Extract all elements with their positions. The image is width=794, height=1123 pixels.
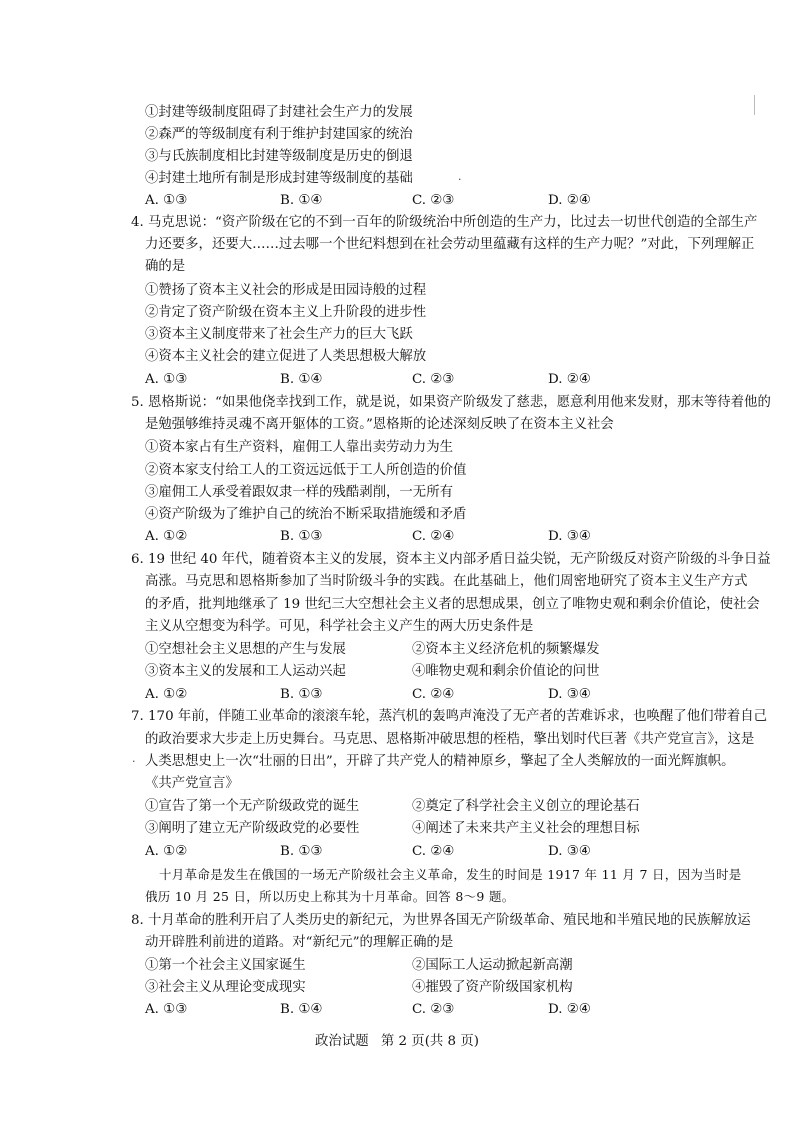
q6-stem-line-1: 6. 19 世纪 40 年代，随着资本主义的发展，资本主义内部矛盾日益尖锐，无产阶级反对资产阶级的斗争日益	[131, 552, 771, 567]
q4-stem-line-2: 力还要多，还要大……过去哪一个世纪料想到在社会劳动里蕴藏有这样的生产力呢？”对此，下列理解正	[145, 237, 755, 252]
footer-subject: 政治试题	[315, 1034, 369, 1049]
q8-option-b: B. ①④	[280, 1002, 323, 1017]
q4-option-a: A. ①③	[145, 372, 188, 387]
q3-statement-2: ②森严的等级制度有利于维护封建国家的统治	[145, 127, 413, 142]
q4-stem-line-1: 4. 马克思说：“资产阶级在它的不到一百年的阶级统治中所创造的生产力，比过去一切世代创造的全部生产	[131, 215, 758, 230]
q4-statement-4: ④资本主义社会的建立促进了人类思想极大解放	[145, 349, 427, 364]
q8-statement-4: ④摧毁了资产阶级国家机构	[412, 980, 573, 995]
q7-statement-2: ②奠定了科学社会主义创立的理论基石	[412, 799, 640, 814]
q5-statement-3: ③雇佣工人承受着跟奴隶一样的残酷剥削，一无所有	[145, 485, 453, 500]
shared-material	[133, 864, 753, 908]
q4-stem-line-3: 确的是	[145, 259, 186, 274]
q8-option-a: A. ①③	[145, 1002, 188, 1017]
q7-statement-3: ③阐明了建立无产阶级政党的必要性	[145, 821, 360, 836]
q8-statements-row-2	[0, 977, 794, 999]
q4-options	[0, 369, 794, 391]
q6-stem-line-4: 主义从空想变为科学。可见，科学社会主义产生的两大历史条件是	[145, 619, 534, 634]
q4-option-b: B. ①④	[280, 372, 323, 387]
q7-option-c: C. ②④	[412, 844, 455, 859]
q7-statement-4: ④阐述了未来共产主义社会的理想目标	[412, 821, 640, 836]
q7-stem-line-3: 人类思想史上一次“壮丽的日出”，开辟了共产党人的精神原乡，擎起了全人类解放的一面光辉旗帜。	[145, 754, 735, 769]
footer-page-number: 第 2 页(共 8 页)	[380, 1034, 479, 1049]
q7-statements-row-2	[0, 818, 794, 840]
q7-option-d: D. ③④	[548, 844, 591, 859]
q3-statement-3: ③与氏族制度相比封建等级制度是历史的倒退	[145, 149, 413, 164]
q4-option-d: D. ②④	[548, 372, 591, 387]
scan-edge-mark	[754, 95, 755, 115]
q5-statement-4: ④资产阶级为了维护自己的统治不断采取措施缓和矛盾	[145, 507, 467, 522]
q5-options	[0, 526, 794, 548]
q6-statement-1: ①空想社会主义思想的产生与发展	[145, 642, 346, 657]
q3-options	[0, 190, 794, 212]
q7-options	[0, 841, 794, 863]
q6-statement-2: ②资本主义经济危机的频繁爆发	[412, 642, 600, 657]
q8-statements-row-1	[0, 955, 794, 977]
q8-stem-line-2: 动开辟胜利前进的道路。对“新纪元”的理解正确的是	[145, 935, 454, 950]
q8-option-d: D. ②④	[548, 1002, 591, 1017]
q5-option-d: D. ③④	[548, 529, 591, 544]
q6-statements-row-1	[0, 639, 794, 661]
q5-stem-line-2: 是勉强够维持灵魂不离开躯体的工资。”恩格斯的论述深刻反映了在资本主义社会	[145, 417, 614, 432]
q8-stem-line-1: 8. 十月革命的胜利开启了人类历史的新纪元，为世界各国无产阶级革命、殖民地和半殖民地的民族解放运	[131, 913, 751, 928]
q3-option-d: D. ②④	[548, 193, 591, 208]
q6-stem-line-3: 的矛盾，批判地继承了 19 世纪三大空想社会主义者的思想成果，创立了唯物史观和剩余价值论，使社会	[145, 597, 760, 612]
q7-option-b: B. ①③	[280, 844, 323, 859]
q3-option-b: B. ①④	[280, 193, 323, 208]
q5-stem-line-1: 5. 恩格斯说：“如果他侥幸找到工作，就是说，如果资产阶级发了慈悲，愿意利用他来发财，那末等待着他的	[131, 395, 771, 410]
q3-option-c: C. ②③	[412, 193, 455, 208]
q6-option-b: B. ①③	[280, 687, 323, 702]
q6-option-a: A. ①②	[145, 687, 188, 702]
q3-option-a: A. ①③	[145, 193, 188, 208]
q8-statement-3: ③社会主义从理论变成现实	[145, 980, 306, 995]
q4-statement-3: ③资本主义制度带来了社会生产力的巨大飞跃	[145, 327, 413, 342]
q7-option-a: A. ①②	[145, 844, 188, 859]
stray-mark: ·	[458, 173, 462, 186]
q8-option-c: C. ②③	[412, 1002, 455, 1017]
q6-option-d: D. ③④	[548, 687, 591, 702]
q5-option-a: A. ①②	[145, 529, 188, 544]
q5-statement-1: ①资本家占有生产资料，雇佣工人靠出卖劳动力为生	[145, 440, 453, 455]
q6-statement-3: ③资本主义的发展和工人运动兴起	[145, 664, 346, 679]
q7-statements-row-1	[0, 796, 794, 818]
material-line-1: 十月革命是发生在俄国的一场无产阶级社会主义革命，发生的时间是 1917 年 11 月 7 日，因为当时是	[159, 867, 742, 882]
q7-stem-line-4: 《共产党宣言》	[145, 776, 239, 791]
q7-statement-1: ①宣告了第一个无产阶级政党的诞生	[145, 799, 360, 814]
q4-option-c: C. ②③	[412, 372, 455, 387]
q5-option-c: C. ②④	[412, 529, 455, 544]
q6-options	[0, 684, 794, 706]
stray-mark: ·	[132, 755, 136, 768]
q5-statement-2: ②资本家支付给工人的工资远远低于工人所创造的价值	[145, 463, 467, 478]
q4-statement-1: ①赞扬了资本主义社会的形成是田园诗般的过程	[145, 283, 427, 298]
q3-statement-4: ④封建土地所有制是形成封建等级制度的基础	[145, 171, 413, 186]
q8-statement-1: ①第一个社会主义国家诞生	[145, 958, 306, 973]
material-line-2: 俄历 10 月 25 日，所以历史上称其为十月革命。回答 8～9 题。	[145, 889, 515, 904]
page-footer	[0, 1031, 794, 1053]
q6-statements-row-2	[0, 661, 794, 683]
q5-option-b: B. ①③	[280, 529, 323, 544]
q8-statement-2: ②国际工人运动掀起新高潮	[412, 958, 573, 973]
q6-stem-line-2: 高涨。马克思和恩格斯参加了当时阶级斗争的实践。在此基础上，他们周密地研究了资本主义生产方式	[145, 574, 748, 589]
q6-statement-4: ④唯物史观和剩余价值论的问世	[412, 664, 600, 679]
q8-options	[0, 999, 794, 1021]
q7-stem-line-1: 7. 170 年前，伴随工业革命的滚滚车轮，蒸汽机的轰鸣声淹没了无产者的苦难诉求，也唤醒了他们带着自己	[131, 709, 768, 724]
q6-option-c: C. ②④	[412, 687, 455, 702]
q3-statement-1: ①封建等级制度阻碍了封建社会生产力的发展	[145, 105, 413, 120]
q7-stem-line-2: 的政治要求大步走上历史舞台。马克思、恩格斯冲破思想的桎梏，擎出划时代巨著《共产党宣言》，这是	[145, 732, 755, 747]
q4-statement-2: ②肯定了资产阶级在资本主义上升阶段的进步性	[145, 305, 427, 320]
